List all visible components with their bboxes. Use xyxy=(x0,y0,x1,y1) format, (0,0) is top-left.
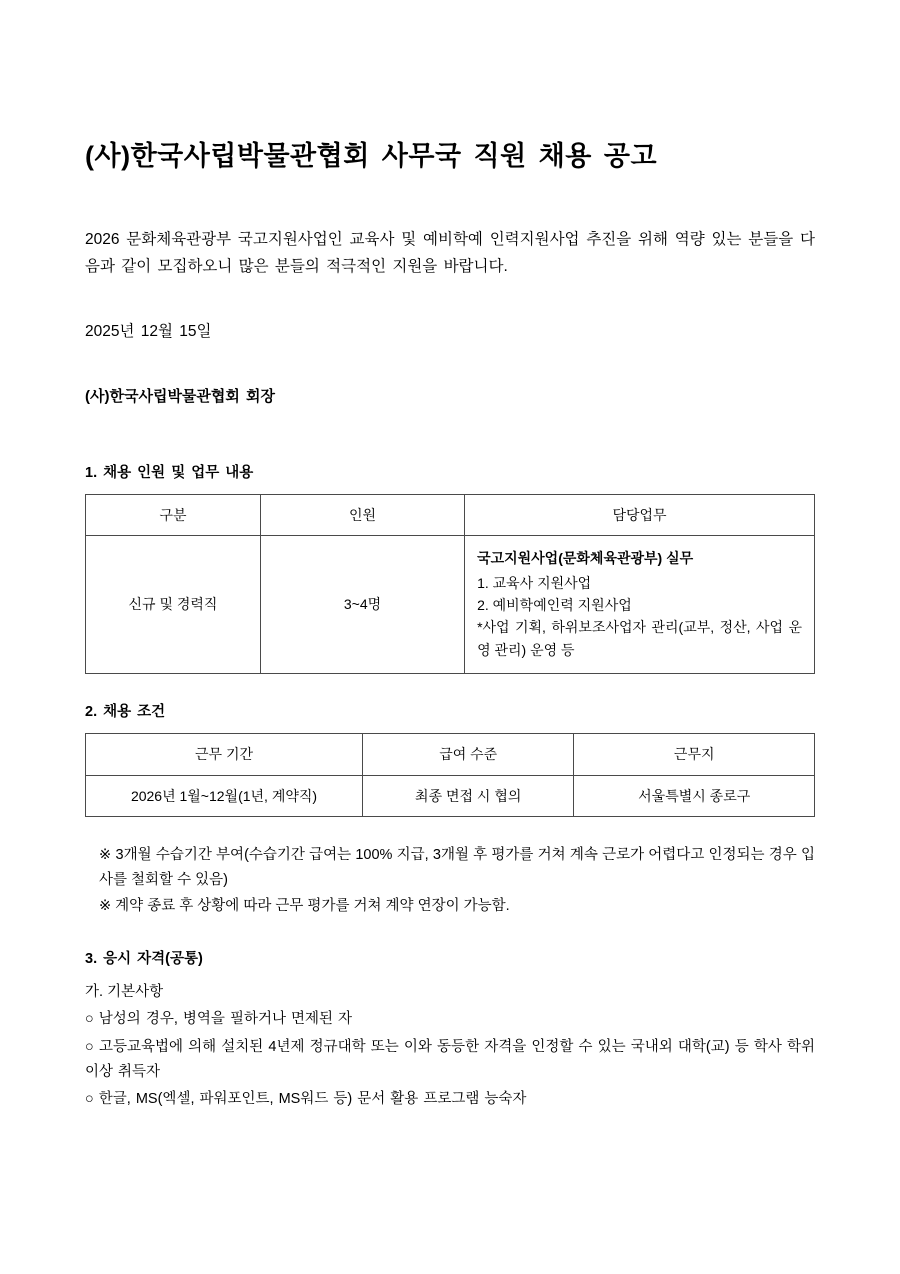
issuing-organization: (사)한국사립박물관협회 회장 xyxy=(85,387,276,405)
table-header-row xyxy=(86,734,815,775)
note-extension: ※ 계약 종료 후 상황에 따라 근무 평가를 거쳐 계약 연장이 가능함. xyxy=(99,898,510,915)
duty-item-2: 2. 예비학예인력 지원사업 xyxy=(477,596,632,613)
note-probation: ※ 3개월 수습기간 부여(수습기간 급여는 100% 지급, 3개월 후 평가를 거쳐 계속 근로가 어렵다고 인정되는 경우 입사를 철회할 수 있음) xyxy=(99,846,815,888)
table-row xyxy=(86,775,815,816)
duty-item-1: 1. 교육사 지원사업 xyxy=(477,574,592,591)
cell-period: 2026년 1월~12월(1년, 계약직) xyxy=(86,775,363,816)
column-header-location: 근무지 xyxy=(574,734,815,775)
column-header-category: 구분 xyxy=(86,494,261,535)
section-conditions xyxy=(85,700,815,919)
cell-duty xyxy=(465,536,815,674)
column-header-salary: 급여 수준 xyxy=(363,734,574,775)
recruitment-table xyxy=(85,494,815,674)
duty-title: 국고지원사업(문화체육관광부) 실무 xyxy=(477,550,694,567)
column-header-period: 근무 기간 xyxy=(86,734,363,775)
section3-heading: 3. 응시 자격(공통) xyxy=(85,950,203,967)
section1-heading: 1. 채용 인원 및 업무 내용 xyxy=(85,464,254,481)
section3-subheading: 가. 기본사항 xyxy=(85,983,164,1000)
table-header-row xyxy=(86,494,815,535)
qualification-item-1: ○ 남성의 경우, 병역을 필하거나 면제된 자 xyxy=(85,1011,353,1028)
conditions-notes xyxy=(85,843,815,919)
section-qualifications xyxy=(85,947,815,1113)
section-recruitment xyxy=(85,461,815,674)
intro-paragraph: 2026 문화체육관광부 국고지원사업인 교육사 및 예비학예 인력지원사업 추진을 위해 역량 있는 분들을 다음과 같이 모집하오니 많은 분들의 적극적인 지원을 바랍니다. xyxy=(85,230,815,275)
cell-salary: 최종 면접 시 협의 xyxy=(363,775,574,816)
column-header-duty: 담당업무 xyxy=(465,494,815,535)
cell-category: 신규 및 경력직 xyxy=(86,536,261,674)
conditions-table xyxy=(85,733,815,817)
page-title: (사)한국사립박물관협회 사무국 직원 채용 공고 xyxy=(85,141,658,171)
qualification-item-3: ○ 한글, MS(엑셀, 파워포인트, MS워드 등) 문서 활용 프로그램 능숙자 xyxy=(85,1091,527,1108)
duty-note: *사업 기획, 하위보조사업자 관리(교부, 정산, 사업 운영 관리) 운영 등 xyxy=(477,619,802,658)
qualification-item-2: ○ 고등교육법에 의해 설치된 4년제 정규대학 또는 이와 동등한 자격을 인정할 수 있는 국내외 대학(교) 등 학사 학위 이상 취득자 xyxy=(85,1038,815,1080)
cell-count: 3~4명 xyxy=(260,536,464,674)
column-header-count: 인원 xyxy=(260,494,464,535)
section2-heading: 2. 채용 조건 xyxy=(85,704,166,721)
cell-location: 서울특별시 종로구 xyxy=(574,775,815,816)
announcement-date: 2025년 12월 15일 xyxy=(85,323,212,340)
table-row xyxy=(86,536,815,674)
